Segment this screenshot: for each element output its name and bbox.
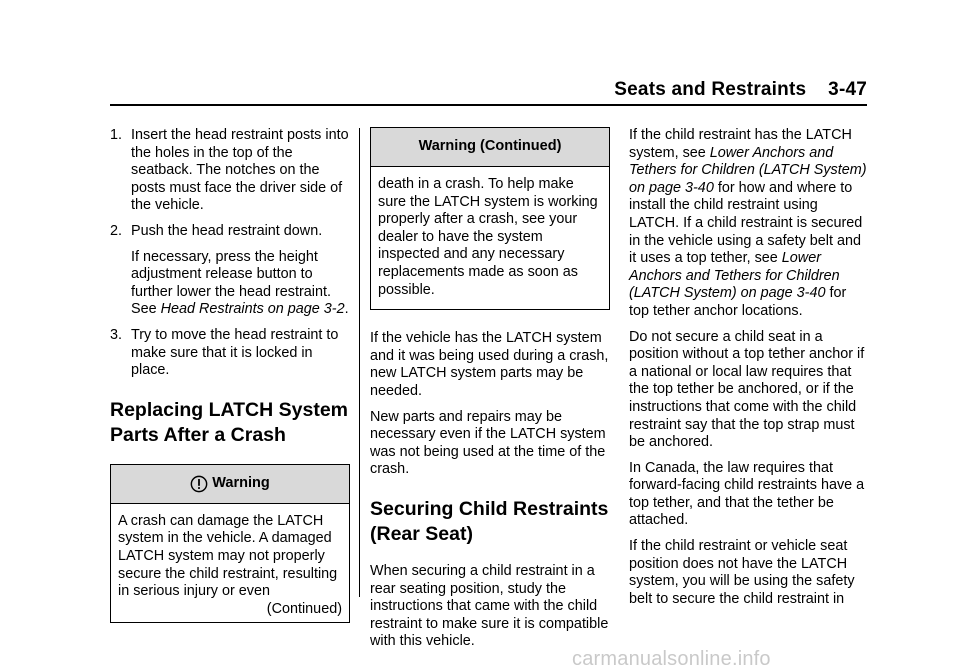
step-text: Insert the head restraint posts into the holes in the top of the seatback. The notches on the posts must face the driver side of the vehicle. [131, 127, 349, 214]
column-3 [629, 127, 869, 608]
continued-label: (Continued) [266, 600, 342, 617]
step-3 [110, 327, 350, 380]
note-text: If necessary, press the height adjustment release button to further lower the head restraint. See [131, 248, 331, 318]
warning-box [110, 464, 350, 624]
column-1 [110, 127, 350, 623]
warning-title: Warning (Continued) [418, 138, 562, 155]
warning-body [371, 167, 609, 309]
paragraph: When securing a child restraint in a rear seating position, study the instructions that came with the child restraint to make sure it is compatible with this vehicle. [370, 562, 609, 650]
step-text: Try to move the head restraint to make sure that it is locked in place. [131, 326, 339, 379]
warning-text: A crash can damage the LATCH system in the vehicle. A damaged LATCH system may not properly secure the child restraint, resulting in serious injury or even [118, 512, 338, 600]
warning-body [111, 504, 349, 623]
watermark: carmanualsonline.info [572, 648, 771, 670]
warning-text: death in a crash. To help make sure the LATCH system is working properly after a crash, see your dealer to have the system inspected and any necessary replacements made as soon as possible. [378, 176, 598, 298]
warning-header [111, 465, 349, 504]
step-number: 2. [110, 222, 123, 239]
step-number: 1. [110, 127, 123, 143]
page-title: Seats and Restraints 3-47 [614, 79, 867, 100]
step-1 [110, 127, 350, 215]
paragraph: If the child restraint or vehicle seat position does not have the LATCH system, you will be using the safety belt to secure the child restraint in [629, 538, 855, 607]
column-divider [359, 128, 360, 597]
cross-reference-link[interactable]: Lower Anchors and Tethers for Children (LATCH System) on page 3-40 [629, 144, 867, 196]
paragraph-text: for top tether anchor locations. [629, 285, 847, 319]
page-header [110, 78, 867, 106]
step-2 [110, 223, 350, 241]
note-end: . [344, 301, 349, 318]
step-2-note [110, 249, 350, 319]
section-heading: Replacing LATCH System Parts After a Crash [110, 398, 349, 446]
column-2 [370, 127, 610, 651]
paragraph: In Canada, the law requires that forward-facing child restraints have a top tether, and that the tether be attached. [629, 459, 865, 529]
cross-reference-link[interactable]: Head Restraints on page 3-2 [160, 301, 345, 318]
paragraph-text: If the child restraint has the LATCH system, see [629, 127, 852, 161]
cross-reference-link[interactable]: Lower Anchors and Tethers for Children (LATCH System) on page 3-40 [629, 250, 840, 302]
step-text: Push the head restraint down. [131, 222, 323, 239]
warning-title: Warning [212, 474, 270, 491]
paragraph [629, 127, 869, 321]
step-number: 3. [110, 326, 123, 343]
warning-header [371, 128, 609, 167]
warning-box-continued [370, 127, 610, 310]
paragraph: If the vehicle has the LATCH system and it was being used during a crash, new LATCH system parts may be needed. [370, 330, 609, 399]
warning-icon [190, 475, 208, 493]
paragraph: New parts and repairs may be necessary even if the LATCH system was not being used at the time of the crash. [370, 408, 606, 478]
paragraph: Do not secure a child seat in a position without a top tether anchor if a national or local law requires that the top tether be anchored, or if the instructions that come with the child restraint say that the top strap must be anchored. [629, 328, 865, 451]
section-heading: Securing Child Restraints (Rear Seat) [370, 497, 609, 545]
paragraph-text: for how and where to install the child restraint using LATCH. If a child restraint is secured in the vehicle using a safety belt and it uses a top tether, see [629, 179, 863, 267]
